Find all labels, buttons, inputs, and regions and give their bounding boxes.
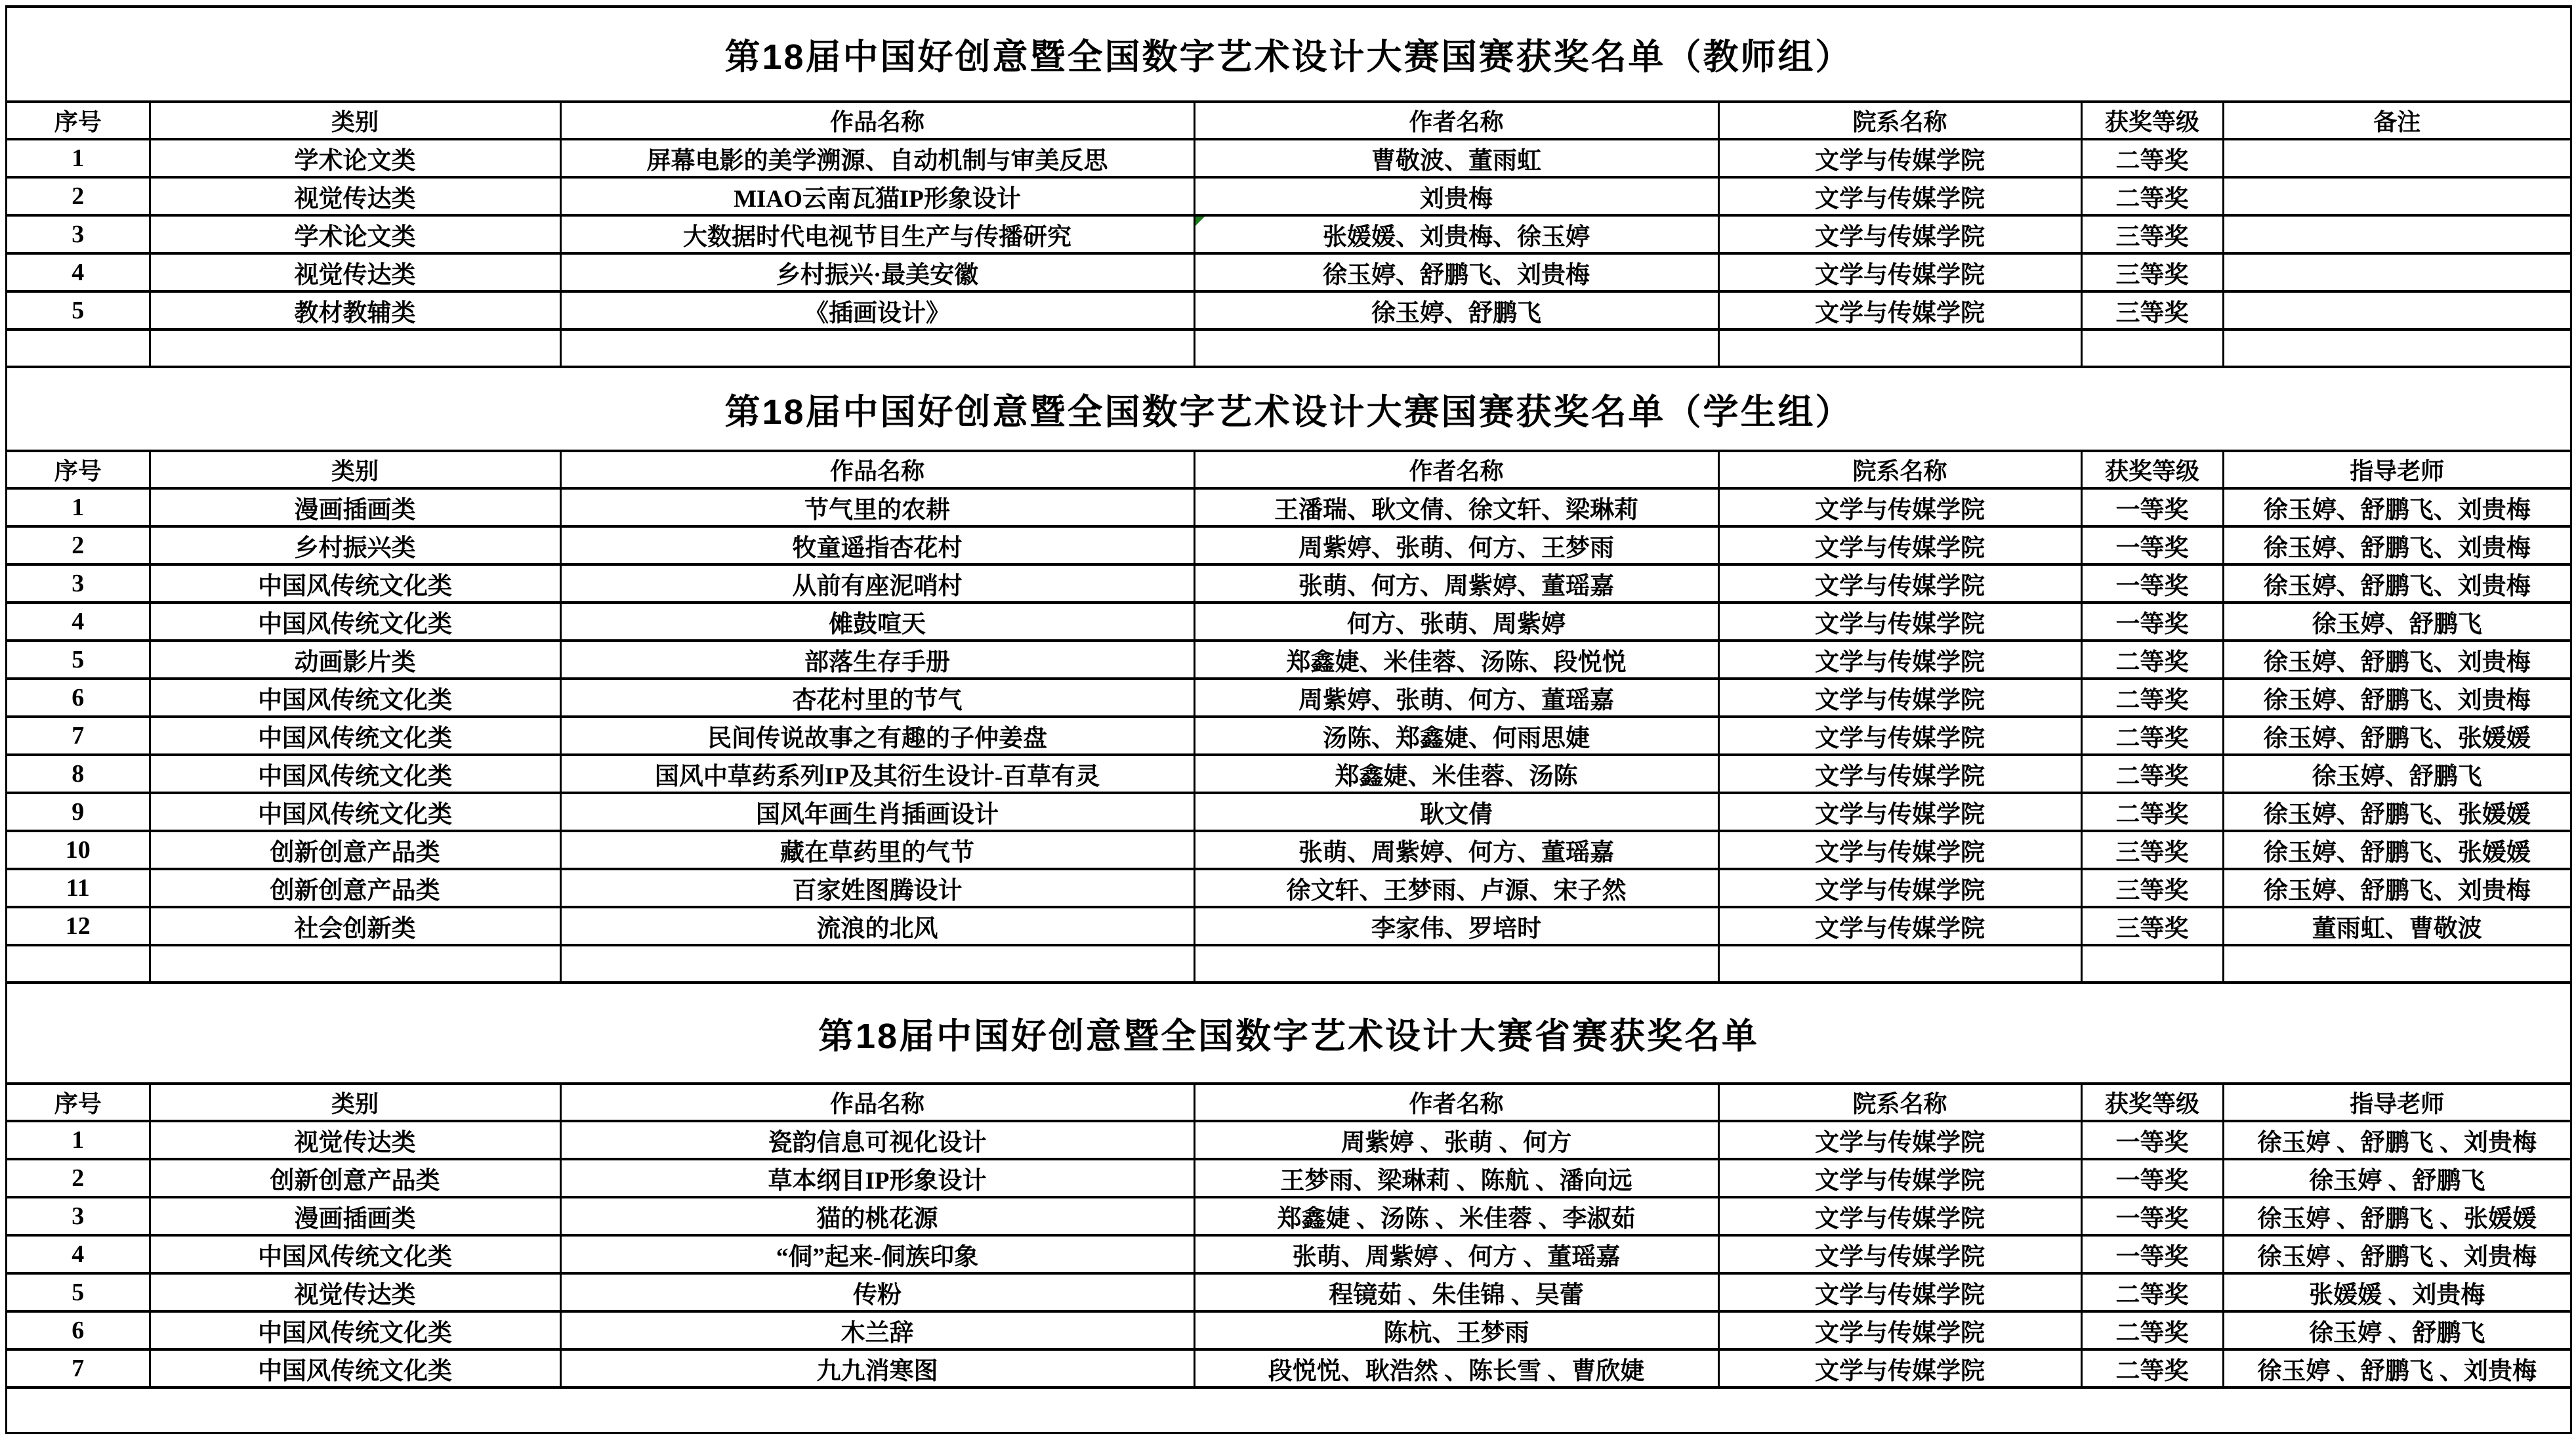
remarks-cell: 张媛媛 、刘贵梅 [2223,1273,2570,1311]
work-title-cell: 草本纲目IP形象设计 [560,1159,1194,1197]
award-level-cell: 二等奖 [2081,717,2223,755]
authors-cell: 刘贵梅 [1194,177,1718,215]
authors-cell: 周紫婷、张萌、何方、王梦雨 [1194,526,1718,564]
category-cell: 中国风传统文化类 [150,755,560,793]
department-cell: 文学与传媒学院 [1718,869,2081,907]
header-cell-department: 院系名称 [1718,103,2081,139]
work-title-cell: 从前有座泥哨村 [560,564,1194,603]
table-title-provincial: 第18届中国好创意暨全国数字艺术设计大赛省赛获奖名单 [7,984,2570,1085]
department-cell [1718,945,2081,983]
department-cell: 文学与传媒学院 [1718,291,2081,329]
award-level-cell: 三等奖 [2081,253,2223,291]
work-title-cell: “侗”起来-侗族印象 [560,1235,1194,1273]
award-level-cell: 一等奖 [2081,1159,2223,1197]
category-cell: 中国风传统文化类 [150,717,560,755]
work-title-cell: 百家姓图腾设计 [560,869,1194,907]
header-cell-authors: 作者名称 [1194,452,1718,488]
work-title-cell: 民间传说故事之有趣的子仲姜盘 [560,717,1194,755]
remarks-cell: 徐玉婷、舒鹏飞、刘贵梅 [2223,869,2570,907]
award-level-cell: 二等奖 [2081,679,2223,717]
table-row [7,1273,2570,1311]
category-cell: 视觉传达类 [150,177,560,215]
work-title-cell [560,329,1194,367]
department-cell: 文学与传媒学院 [1718,907,2081,945]
table-row [7,139,2570,177]
header-cell-authors: 作者名称 [1194,1085,1718,1121]
table-row [7,253,2570,291]
category-cell: 创新创意产品类 [150,831,560,869]
row-number-cell [7,945,150,983]
department-cell: 文学与传媒学院 [1718,215,2081,253]
department-cell: 文学与传媒学院 [1718,717,2081,755]
award-level-cell [2081,945,2223,983]
row-number-cell: 6 [7,1311,150,1349]
header-cell-work-title: 作品名称 [560,1085,1194,1121]
category-cell: 中国风传统文化类 [150,1235,560,1273]
authors-cell: 徐玉婷、舒鹏飞 [1194,291,1718,329]
row-number-cell: 5 [7,291,150,329]
table-body [7,488,2570,983]
remarks-cell [2223,215,2570,253]
header-cell-department: 院系名称 [1718,1085,2081,1121]
department-cell: 文学与传媒学院 [1718,526,2081,564]
table-title-national-student: 第18届中国好创意暨全国数字艺术设计大赛国赛获奖名单（学生组） [7,368,2570,452]
row-number-cell: 8 [7,755,150,793]
table-row [7,1235,2570,1273]
awards-table-national-teacher [7,103,2570,368]
work-title-cell [560,945,1194,983]
table-row [7,1349,2570,1387]
header-cell-index: 序号 [7,1085,150,1121]
award-level-cell: 三等奖 [2081,831,2223,869]
work-title-cell: 乡村振兴·最美安徽 [560,253,1194,291]
department-cell: 文学与传媒学院 [1718,793,2081,831]
table-row [7,564,2570,603]
category-cell: 漫画插画类 [150,1197,560,1235]
award-level-cell: 二等奖 [2081,177,2223,215]
header-row [7,1085,2570,1121]
remarks-cell: 徐玉婷、舒鹏飞、刘贵梅 [2223,641,2570,679]
department-cell: 文学与传媒学院 [1718,1159,2081,1197]
award-level-cell: 一等奖 [2081,1235,2223,1273]
remarks-cell: 徐玉婷、舒鹏飞、张媛媛 [2223,717,2570,755]
row-number-cell: 6 [7,679,150,717]
authors-cell: 李家伟、罗培时 [1194,907,1718,945]
header-cell-category: 类别 [150,452,560,488]
category-cell: 中国风传统文化类 [150,603,560,641]
category-cell: 社会创新类 [150,907,560,945]
remarks-cell: 徐玉婷 、舒鹏飞 、刘贵梅 [2223,1349,2570,1387]
work-title-cell: 部落生存手册 [560,641,1194,679]
authors-cell: 郑鑫婕、米佳蓉、汤陈 [1194,755,1718,793]
authors-cell: 郑鑫婕、米佳蓉、汤陈、段悦悦 [1194,641,1718,679]
work-title-cell: 屏幕电影的美学溯源、自动机制与审美反思 [560,139,1194,177]
row-number-cell: 1 [7,1121,150,1159]
table-row [7,526,2570,564]
award-level-cell: 二等奖 [2081,755,2223,793]
row-number-cell: 11 [7,869,150,907]
work-title-cell: 九九消寒图 [560,1349,1194,1387]
table-row [7,1197,2570,1235]
award-level-cell: 二等奖 [2081,1273,2223,1311]
category-cell: 教材教辅类 [150,291,560,329]
row-number-cell: 2 [7,177,150,215]
authors-cell [1194,945,1718,983]
authors-cell: 耿文倩 [1194,793,1718,831]
category-cell [150,945,560,983]
category-cell: 视觉传达类 [150,1121,560,1159]
authors-cell: 张萌、何方、周紫婷、董瑶嘉 [1194,564,1718,603]
work-title-cell: 国风中草药系列IP及其衍生设计-百草有灵 [560,755,1194,793]
header-cell-advisor: 指导老师 [2223,452,2570,488]
authors-cell: 张萌、周紫婷、何方、董瑶嘉 [1194,831,1718,869]
table-body [7,139,2570,367]
remarks-cell: 徐玉婷、舒鹏飞、刘贵梅 [2223,488,2570,526]
category-cell: 创新创意产品类 [150,869,560,907]
authors-cell: 张媛媛、刘贵梅、徐玉婷 [1194,215,1718,253]
row-number-cell [7,329,150,367]
authors-cell: 陈杭、王梦雨 [1194,1311,1718,1349]
category-cell: 视觉传达类 [150,1273,560,1311]
department-cell: 文学与传媒学院 [1718,603,2081,641]
header-cell-index: 序号 [7,103,150,139]
remarks-cell [2223,329,2570,367]
authors-cell: 徐玉婷、舒鹏飞、刘贵梅 [1194,253,1718,291]
authors-cell: 程镜茹 、朱佳锦 、吴蕾 [1194,1273,1718,1311]
remarks-cell: 徐玉婷、舒鹏飞、刘贵梅 [2223,679,2570,717]
authors-cell: 段悦悦、耿浩然 、陈长雪 、曹欣婕 [1194,1349,1718,1387]
department-cell: 文学与传媒学院 [1718,139,2081,177]
award-level-cell: 二等奖 [2081,139,2223,177]
row-number-cell: 9 [7,793,150,831]
authors-cell: 徐文轩、王梦雨、卢源、宋子然 [1194,869,1718,907]
authors-cell: 周紫婷 、张萌 、何方 [1194,1121,1718,1159]
header-cell-award-level: 获奖等级 [2081,103,2223,139]
table-row [7,329,2570,367]
table-row [7,755,2570,793]
table-row [7,793,2570,831]
awards-sheet [5,5,2572,1434]
authors-cell: 王潘瑞、耿文倩、徐文轩、梁琳莉 [1194,488,1718,526]
remarks-cell [2223,177,2570,215]
work-title-cell: 杏花村里的节气 [560,679,1194,717]
header-cell-category: 类别 [150,1085,560,1121]
table-row [7,717,2570,755]
department-cell: 文学与传媒学院 [1718,1349,2081,1387]
department-cell: 文学与传媒学院 [1718,1235,2081,1273]
section-national-student [7,368,2570,984]
category-cell: 漫画插画类 [150,488,560,526]
table-row [7,831,2570,869]
authors-cell: 曹敬波、董雨虹 [1194,139,1718,177]
remarks-cell [2223,253,2570,291]
row-number-cell: 12 [7,907,150,945]
category-cell [150,329,560,367]
department-cell: 文学与传媒学院 [1718,488,2081,526]
header-cell-advisor: 指导老师 [2223,1085,2570,1121]
category-cell: 视觉传达类 [150,253,560,291]
award-level-cell: 一等奖 [2081,1121,2223,1159]
work-title-cell: 傩鼓喧天 [560,603,1194,641]
award-level-cell: 二等奖 [2081,793,2223,831]
award-level-cell: 二等奖 [2081,1311,2223,1349]
department-cell: 文学与传媒学院 [1718,679,2081,717]
work-title-cell: 猫的桃花源 [560,1197,1194,1235]
header-cell-index: 序号 [7,452,150,488]
award-level-cell: 三等奖 [2081,291,2223,329]
row-number-cell: 1 [7,488,150,526]
award-level-cell: 二等奖 [2081,1349,2223,1387]
remarks-cell: 徐玉婷 、舒鹏飞 [2223,1311,2570,1349]
remarks-cell: 徐玉婷、舒鹏飞 [2223,755,2570,793]
remarks-cell [2223,139,2570,177]
department-cell: 文学与传媒学院 [1718,1121,2081,1159]
department-cell: 文学与传媒学院 [1718,831,2081,869]
department-cell: 文学与传媒学院 [1718,1311,2081,1349]
work-title-cell: MIAO云南瓦猫IP形象设计 [560,177,1194,215]
work-title-cell: 节气里的农耕 [560,488,1194,526]
department-cell: 文学与传媒学院 [1718,1197,2081,1235]
work-title-cell: 流浪的北风 [560,907,1194,945]
header-cell-award-level: 获奖等级 [2081,452,2223,488]
row-number-cell: 2 [7,526,150,564]
header-row [7,452,2570,488]
award-level-cell: 一等奖 [2081,603,2223,641]
remarks-cell: 徐玉婷 、舒鹏飞 、刘贵梅 [2223,1121,2570,1159]
work-title-cell: 大数据时代电视节目生产与传播研究 [560,215,1194,253]
award-level-cell: 三等奖 [2081,907,2223,945]
row-number-cell: 3 [7,1197,150,1235]
work-title-cell: 牧童遥指杏花村 [560,526,1194,564]
remarks-cell: 徐玉婷 、舒鹏飞 、刘贵梅 [2223,1235,2570,1273]
header-cell-authors: 作者名称 [1194,103,1718,139]
comment-marker-icon[interactable] [1195,217,1205,226]
work-title-cell: 传粉 [560,1273,1194,1311]
section-national-teacher [7,8,2570,368]
remarks-cell [2223,945,2570,983]
category-cell: 学术论文类 [150,139,560,177]
department-cell [1718,329,2081,367]
awards-table-provincial [7,1085,2570,1389]
row-number-cell: 5 [7,1273,150,1311]
remarks-cell: 徐玉婷、舒鹏飞、张媛媛 [2223,831,2570,869]
header-cell-category: 类别 [150,103,560,139]
award-level-cell: 二等奖 [2081,641,2223,679]
department-cell: 文学与传媒学院 [1718,253,2081,291]
remarks-cell: 徐玉婷、舒鹏飞、刘贵梅 [2223,564,2570,603]
row-number-cell: 3 [7,564,150,603]
work-title-cell: 藏在草药里的气节 [560,831,1194,869]
category-cell: 中国风传统文化类 [150,1349,560,1387]
awards-table-national-student [7,452,2570,984]
award-level-cell [2081,329,2223,367]
authors-cell: 汤陈、郑鑫婕、何雨思婕 [1194,717,1718,755]
header-row [7,103,2570,139]
row-number-cell: 4 [7,253,150,291]
department-cell: 文学与传媒学院 [1718,177,2081,215]
authors-cell: 周紫婷、张萌、何方、董瑶嘉 [1194,679,1718,717]
department-cell: 文学与传媒学院 [1718,564,2081,603]
category-cell: 乡村振兴类 [150,526,560,564]
table-row [7,1159,2570,1197]
award-level-cell: 一等奖 [2081,1197,2223,1235]
authors-cell: 郑鑫婕 、汤陈 、米佳蓉 、李淑茹 [1194,1197,1718,1235]
category-cell: 中国风传统文化类 [150,564,560,603]
category-cell: 动画影片类 [150,641,560,679]
department-cell: 文学与传媒学院 [1718,1273,2081,1311]
remarks-cell [2223,291,2570,329]
table-row [7,907,2570,945]
department-cell: 文学与传媒学院 [1718,641,2081,679]
header-cell-award-level: 获奖等级 [2081,1085,2223,1121]
authors-cell [1194,329,1718,367]
row-number-cell: 4 [7,603,150,641]
table-row [7,1121,2570,1159]
authors-cell: 张萌、周紫婷 、何方 、董瑶嘉 [1194,1235,1718,1273]
table-row [7,215,2570,253]
row-number-cell: 2 [7,1159,150,1197]
work-title-cell: 木兰辞 [560,1311,1194,1349]
category-cell: 学术论文类 [150,215,560,253]
header-cell-work-title: 作品名称 [560,103,1194,139]
table-row [7,945,2570,983]
category-cell: 中国风传统文化类 [150,679,560,717]
table-row [7,291,2570,329]
remarks-cell: 徐玉婷 、舒鹏飞 [2223,1159,2570,1197]
section-provincial [7,984,2570,1389]
table-row [7,641,2570,679]
table-row [7,488,2570,526]
work-title-cell: 《插画设计》 [560,291,1194,329]
award-level-cell: 一等奖 [2081,526,2223,564]
row-number-cell: 1 [7,139,150,177]
category-cell: 创新创意产品类 [150,1159,560,1197]
category-cell: 中国风传统文化类 [150,1311,560,1349]
category-cell: 中国风传统文化类 [150,793,560,831]
header-cell-work-title: 作品名称 [560,452,1194,488]
authors-cell: 何方、张萌、周紫婷 [1194,603,1718,641]
header-cell-department: 院系名称 [1718,452,2081,488]
remarks-cell: 徐玉婷、舒鹏飞、刘贵梅 [2223,526,2570,564]
work-title-cell: 瓷韵信息可视化设计 [560,1121,1194,1159]
row-number-cell: 7 [7,717,150,755]
table-row [7,1311,2570,1349]
table-row [7,679,2570,717]
row-number-cell: 5 [7,641,150,679]
row-number-cell: 7 [7,1349,150,1387]
table-row [7,869,2570,907]
row-number-cell: 3 [7,215,150,253]
award-level-cell: 一等奖 [2081,564,2223,603]
award-level-cell: 三等奖 [2081,869,2223,907]
remarks-cell: 董雨虹、曹敬波 [2223,907,2570,945]
table-body [7,1121,2570,1387]
table-title-national-teacher: 第18届中国好创意暨全国数字艺术设计大赛国赛获奖名单（教师组） [7,8,2570,103]
authors-cell: 王梦雨、梁琳莉 、陈航 、潘向远 [1194,1159,1718,1197]
table-row [7,603,2570,641]
remarks-cell: 徐玉婷、舒鹏飞、张媛媛 [2223,793,2570,831]
award-level-cell: 一等奖 [2081,488,2223,526]
department-cell: 文学与传媒学院 [1718,755,2081,793]
remarks-cell: 徐玉婷 、舒鹏飞 、张媛媛 [2223,1197,2570,1235]
header-cell-remarks: 备注 [2223,103,2570,139]
award-level-cell: 三等奖 [2081,215,2223,253]
work-title-cell: 国风年画生肖插画设计 [560,793,1194,831]
remarks-cell: 徐玉婷、舒鹏飞 [2223,603,2570,641]
table-row [7,177,2570,215]
row-number-cell: 10 [7,831,150,869]
row-number-cell: 4 [7,1235,150,1273]
